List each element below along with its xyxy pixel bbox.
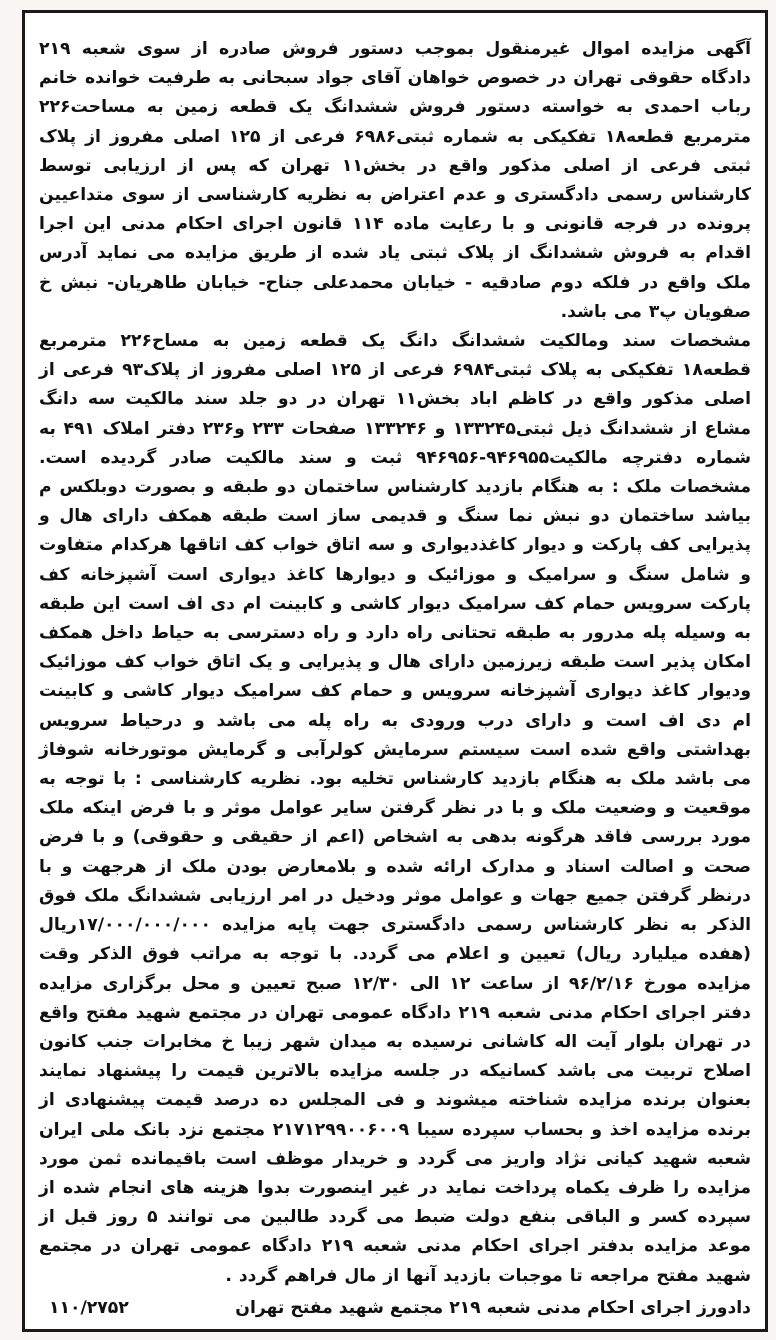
reference-number: ۱۱۰/۲۷۵۲ <box>49 1298 129 1318</box>
notice-border <box>22 10 768 1332</box>
notice-footer <box>39 1293 751 1323</box>
signature-line: دادورز اجرای احکام مدنی شعبه ۲۱۹ مجتمع شهید مفتح تهران <box>235 1298 751 1318</box>
notice-paragraph-1: آگهی مزایده اموال غیرمنقول بموجب دستور فروش صادره از سوی شعبه ۲۱۹ دادگاه حقوقی تهران در خصوص خواهان آقای جواد سبحانی به طرفیت خوانده خانم رباب احمدی به خواسته دستور فروش ششدانگ یک قطعه زمین به مساحت۲۲۶ مترمربع قطعه۱۸ تفکیکی به شماره ثبتی۶۹۸۶ فرعی از ۱۲۵ اصلی مفروز از پلاک ثبتی فرعی از اصلی مذکور واقع در بخش۱۱ تهران که پس از ارزیابی توسط کارشناس رسمی دادگستری و عدم اعتراض به نظریه کارشناسی از سوی متداعیین پرونده در فرجه قانونی و با رعایت ماده ۱۱۴ قانون اجرای احکام مدنی این اجرا اقدام به فروش ششدانگ از پلاک ثبتی یاد شده از طریق مزایده می نماید آدرس ملک واقع در فلکه دوم صادقیه - خیابان محمدعلی جناح- خیابان طاهریان- نبش خ صفویان پ۳ می باشد. <box>39 39 751 322</box>
notice-paragraph-2: مشخصات سند ومالکیت ششدانگ دانگ یک قطعه زمین به مساح۲۲۶ مترمربع قطعه۱۸ تفکیکی به پلاک ثبتی۶۹۸۴ فرعی از ۱۲۵ اصلی مفروز از پلاک۹۳ فرعی از اصلی مذکور واقع در کاظم اباد بخش۱۱ تهران در دو جلد سند مالکیت سه دانگ مشاع از ششدانگ ذیل ثبتی۱۳۳۲۴۵ و ۱۳۳۲۴۶ صفحات ۲۳۳ و۲۳۶ دفتر املاک ۴۹۱ به شماره دفترچه مالکیت۹۴۶۹۵۵-۹۴۶۹۵۶ ثبت و سند مالکیت صادر گردیده است. مشخصات ملک : به هنگام بازدید کارشناس ساختمان دو طبقه و بصورت دوبلکس م بیاشد ساختمان دو نبش نما سنگ و قدیمی ساز است طبقه همکف دارای هال و پذیرایی کف پارکت و دیوار کاغذدیواری و سه اتاق خواب کف اتاقها هرکدام متفاوت و شامل سنگ و سرامیک و موزائیک و دیوارها کاغذ دیواری است آشپزخانه کف پارکت سرویس حمام کف سرامیک دیوار کاشی و کابینت ام دی اف است این طبقه به وسیله پله مدرور به طبقه تحتانی راه دارد و راه دسترسی به حیاط داخل همکف امکان پذیر است طبقه زیرزمین دارای هال و پذیرایی و یک اتاق خواب کف موزائیک ودیوار کاغذ دیواری آشپزخانه سرویس و حمام کف سرامیک دیوار کاشی و کابینت ام دی اف است و دارای درب ورودی به راه پله می باشد و درحیاط سرویس بهداشتی واقع شده است سیستم سرمایش کولرآبی و گرمایش موتورخانه شوفاژ می باشد ملک به هنگام بازدید کارشناس تخلیه بود. نظریه کارشناسی : با توجه به موقعیت و وضعیت ملک و با در نظر گرفتن سایر عوامل موثر و با فرض اینکه ملک مورد بررسی فاقد هرگونه بدهی به اشخاص (اعم از حقیقی و حقوقی) و با فرض صحت و اصالت اسناد و مدارک ارائه شده و بلامعارض بودن ملک از هرجهت و با درنظر گرفتن جمیع جهات و عوامل موثر ودخیل در امر ارزیابی ششدانگ ملک فوق الذکر به نظر کارشناس رسمی دادگستری جهت پایه مزایده ۱۷/۰۰۰/۰۰۰/۰۰۰ریال (هفده میلیارد ریال) تعیین و اعلام می گردد. با توجه به مراتب فوق الذکر وقت مزایده مورخ ۹۶/۲/۱۶ از ساعت ۱۲ الی ۱۲/۳۰ صبح تعیین و محل برگزاری مزایده دفتر اجرای احکام مدنی شعبه ۲۱۹ دادگاه عمومی تهران در مجتمع شهید مفتح واقع در تهران بلوار آیت اله کاشانی نرسیده به میدان شهر زیبا خ مخابرات جنب کانون اصلاح تربیت می باشد کسانیکه در جلسه مزایده بالاترین قیمت را پیشنهاد نمایند بعنوان برنده مزایده شناخته میشوند و فی المجلس ده درصد قیمت پیشنهادی از برنده مزایده اخذ و بحساب سپرده سیبا ۲۱۷۱۲۹۹۰۰۶۰۰۹ مجتمع نزد بانک ملی ایران شعبه شهید کیانی نژاد واریز می گردد و خریدار موظف است باقیمانده ثمن مورد مزایده را ظرف یکماه پرداخت نماید در غیر اینصورت بدوا هزینه های انجام شده از سپرده کسر و الباقی بنفع دولت ضبط می گردد طالبین می توانند ۵ روز قبل از موعد مزایده بدفتر اجرای احکام مدنی شعبه ۲۱۹ دادگاه عمومی تهران در مجتمع شهید مفتح مراجعه تا موجبات بازدید آنها از مال فراهم گردد . <box>39 331 752 1286</box>
auction-notice-body <box>39 35 751 1291</box>
